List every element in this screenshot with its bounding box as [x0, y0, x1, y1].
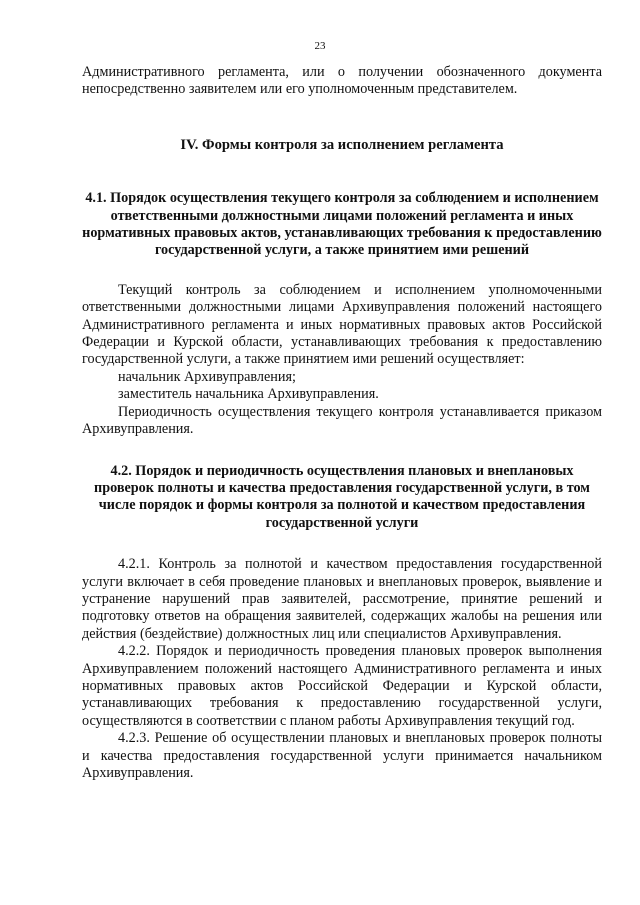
section-title: IV. Формы контроля за исполнением регламента — [180, 136, 504, 153]
list-item: заместитель начальника Архивуправления. — [118, 386, 379, 403]
clause-4-2-3: 4.2.3. Решение об осуществлении плановых и внеплановых проверок полноты и качества предоставления государственной услуги принимается начальником Архивуправления. — [82, 730, 602, 781]
subsection-4-1-title: 4.1. Порядок осуществления текущего контроля за соблюдением и исполнением ответственными должностными лицами положений регламента и иных нормативных правовых актов, устанавливающих требования к предоставлению государственной услуги, а также принятием ими решений — [82, 190, 602, 259]
subsection-4-2-title: 4.2. Порядок и периодичность осуществления плановых и внеплановых проверок полноты и качества предоставления государственной услуги, в том числе порядок и формы контроля за полнотой и качеством предоставления государственной услуги — [94, 462, 590, 531]
clause-4-2-2: 4.2.2. Порядок и периодичность проведения плановых проверок выполнения Архивуправлением положений настоящего Административного регламента и иных нормативных правовых актов Российской Федерации и Курской области, устанавливающих требования к предоставлению государственной услуги, осуществляются в соответствии с планом работы Архивуправления текущий год. — [82, 643, 602, 729]
list-item: начальник Архивуправления; — [118, 368, 296, 385]
clause-4-2-1: 4.2.1. Контроль за полнотой и качеством предоставления государственной услуги включает в себя проведение плановых и внеплановых проверок, выявление и устранение нарушений прав заявителей, рассмотрение, принятие решений и подготовку ответов на обращения заявителей, содержащих жалобы на решения или действия (бездействие) должностных лиц или специалистов Архивуправления. — [82, 556, 602, 642]
periodicity-paragraph: Периодичность осуществления текущего контроля устанавливается приказом Архивуправления. — [82, 403, 602, 438]
intro-paragraph: Административного регламента, или о получении обозначенного документа непосредственно заявителем или его уполномоченным представителем. — [82, 64, 602, 98]
page-number: 23 — [314, 40, 326, 52]
subsection-4-1-paragraph: Текущий контроль за соблюдением и исполнением уполномоченными ответственными должностными лицами Архивуправления положений настоящего Административного регламента и иных нормативных правовых актов Российской Федерации и Курской области, устанавливающих требования к предоставлению государственной услуги, а также принятием ими решений осуществляет: — [82, 281, 602, 368]
page-content — [82, 64, 602, 782]
